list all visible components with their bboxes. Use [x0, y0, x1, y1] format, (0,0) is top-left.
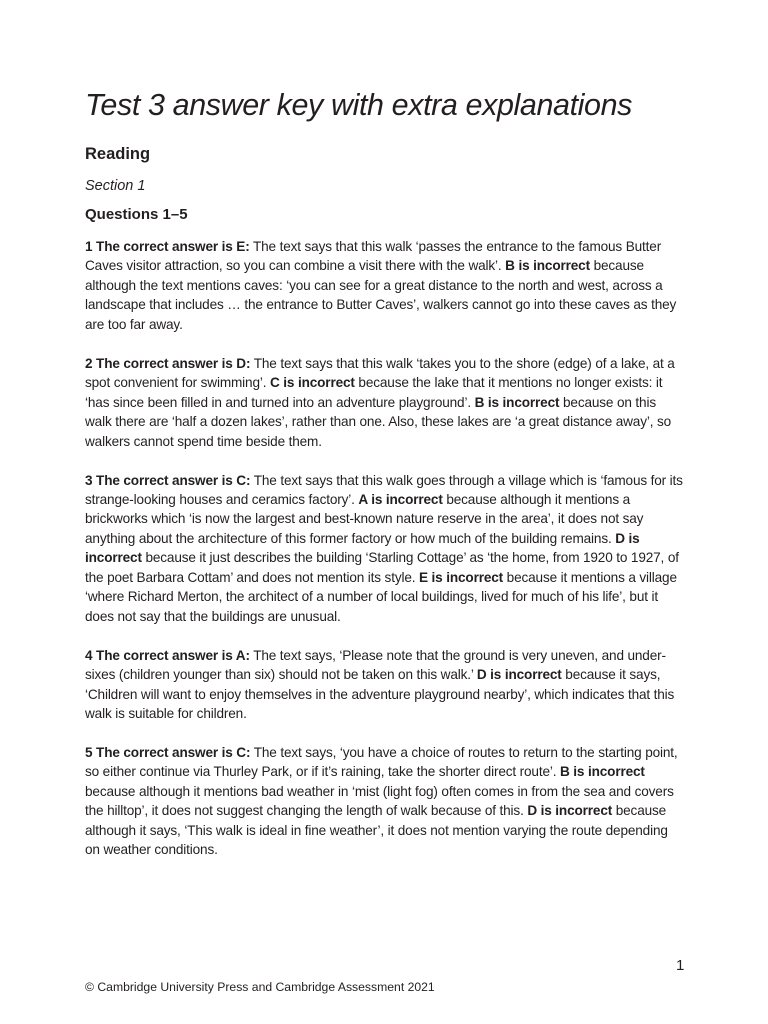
page-title: Test 3 answer key with extra explanations	[85, 88, 633, 122]
copyright-notice: © Cambridge University Press and Cambridge Assessment 2021	[85, 980, 435, 994]
answer-text: because although it mentions bad weather in ‘mist (light fog) often comes in from the sea and covers the hilltop’, it does not suggest changing the length of walk because of this.	[85, 783, 674, 819]
answer-bold-text: D is incorrect	[527, 803, 613, 819]
answer-bold-text: B is incorrect	[560, 764, 645, 780]
answer-text: The text says that this walk goes through a village which is ‘famous for its strange-looking houses and ceramics factory’.	[85, 472, 683, 507]
answer-bold-text: A is incorrect	[358, 491, 443, 507]
answer-bold-text: B is incorrect	[474, 394, 560, 410]
answer-paragraph	[85, 354, 685, 451]
section-heading-reading: Reading	[85, 145, 151, 163]
answer-bold-text: 1 The correct answer is E:	[85, 239, 250, 254]
questions-heading: Questions 1–5	[85, 206, 188, 223]
answer-bold-text: C is incorrect	[270, 375, 355, 391]
answer-text: because although the text mentions caves: ‘you can see for a great distance to the north and west, across a landscape that includes … the entrance to Butter Caves’, walkers cannot go into these caves as they are too far away.	[85, 258, 677, 332]
answer-text: The text says, ‘Please note that the ground is very uneven, and under-sixes (children younger than six) should not be taken on this walk.’	[85, 647, 666, 683]
answer-paragraph	[85, 743, 685, 860]
answer-list	[85, 237, 685, 879]
answer-paragraph	[85, 646, 685, 724]
answer-text: because it says, ‘Children will want to enjoy themselves in the adventure playground nearby’, which indicates that this walk is suitable for children.	[85, 667, 675, 722]
answer-bold-text: E is incorrect	[419, 569, 504, 585]
answer-paragraph	[85, 237, 685, 334]
answer-bold-text: 3 The correct answer is C:	[85, 472, 251, 488]
answer-bold-text: B is incorrect	[505, 258, 590, 274]
answer-text: because the lake that it mentions no longer exists: it ‘has since been filled in and turned into an adventure playground’.	[85, 375, 663, 410]
page-number: 1	[676, 957, 685, 974]
answer-bold-text: D is incorrect	[476, 667, 562, 683]
answer-text: The text says, ‘you have a choice of routes to return to the starting point, so either continue via Thurley Park, or if it’s raining, take the shorter direct route’.	[85, 744, 678, 780]
answer-text: because it just describes the building ‘Starling Cottage’ as ‘the home, from 1920 to 1927, of the poet Barbara Cottam’ and does not mention its style.	[85, 550, 679, 585]
answer-text: because although it mentions a brickworks which ‘is now the largest and best-known nature reserve in the area’, it does not say anything about the architecture of this former factory or how much of the building remains.	[85, 491, 644, 546]
answer-paragraph	[85, 471, 685, 627]
answer-bold-text: 4 The correct answer is A:	[85, 647, 250, 663]
answer-text: The text says that this walk ‘takes you to the shore (edge) of a lake, at a spot convenient for swimming’.	[85, 355, 675, 391]
answer-text: The text says that this walk ‘passes the entrance to the famous Butter Caves visitor attraction, so you can combine a visit there with the walk’.	[85, 239, 662, 274]
answer-bold-text: 2 The correct answer is D:	[85, 355, 251, 371]
answer-text: because it mentions a village ‘where Richard Merton, the architect of a number of local buildings, lived for much of his life’, but it does not say that the buildings are unusual.	[85, 569, 677, 624]
answer-text: because although it says, ‘This walk is ideal in fine weather’, it does not mention varying the route depending on weather conditions.	[85, 803, 668, 858]
section-label: Section 1	[85, 178, 146, 194]
answer-bold-text: D is incorrect	[85, 530, 640, 566]
answer-text: because on this walk there are ‘half a dozen lakes’, rather than one. Also, these lakes are ‘a great distance away’, so walkers cannot spend time beside them.	[85, 394, 672, 449]
answer-bold-text: 5 The correct answer is C:	[85, 744, 251, 760]
